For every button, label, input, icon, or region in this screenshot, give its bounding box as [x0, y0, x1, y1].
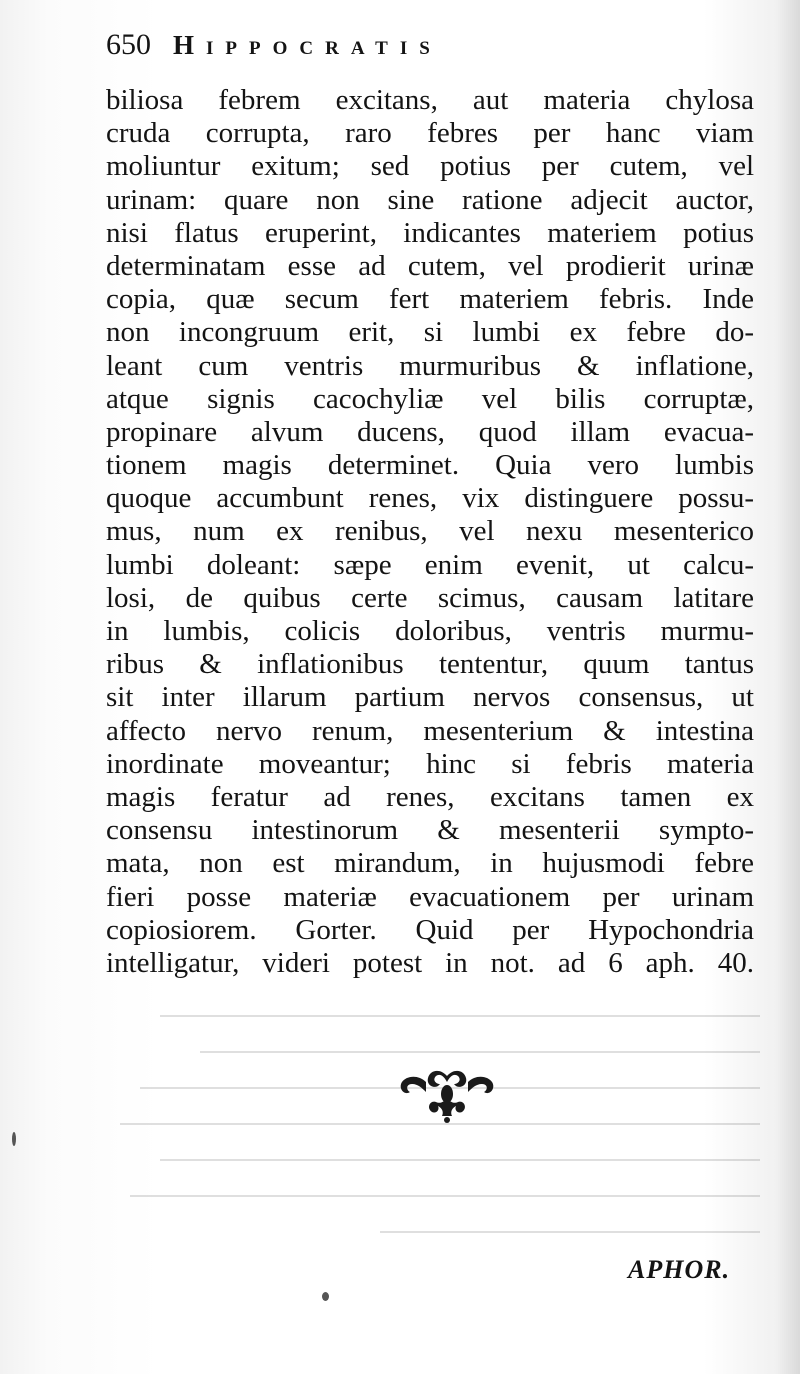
page-header	[106, 28, 606, 68]
text-line: propinare alvum ducens, quod illam evacua-	[106, 415, 754, 448]
text-line: intelligatur, videri potest in not. ad 6 aph. 40.	[106, 946, 754, 979]
text-line: fieri posse materiæ evacuationem per urinam	[106, 880, 754, 913]
text-line: cruda corrupta, raro febres per hanc viam	[106, 117, 754, 150]
text-line: lumbi doleant: sæpe enim evenit, ut calcu-	[106, 548, 754, 581]
text-line: biliosa febrem excitans, aut materia chylosa	[106, 84, 754, 116]
text-line: copia, quæ secum fert materiem febris. Inde	[106, 283, 754, 316]
text-line: losi, de quibus certe scimus, causam latitare	[106, 581, 754, 614]
text-line: ribus & inflationibus tententur, quum tantus	[106, 648, 754, 681]
text-line: nisi flatus eruperint, indicantes materiem potius	[106, 216, 754, 249]
body-text	[106, 84, 754, 980]
text-line: mus, num ex renibus, vel nexu mesenterico	[106, 515, 754, 548]
printers-ornament-icon	[392, 1068, 502, 1124]
text-line: in lumbis, colicis doloribus, ventris murmu-	[106, 615, 754, 647]
text-line: copiosiorem. Gorter. Quid per Hypochondria	[106, 913, 754, 946]
catchword: APHOR.	[628, 1255, 731, 1284]
text-line: determinatam esse ad cutem, vel prodierit urinæ	[106, 249, 754, 282]
text-line: consensu intestinorum & mesenterii sympto-	[106, 814, 754, 847]
ink-speck	[322, 1292, 329, 1301]
text-line: inordinate moveantur; hinc si febris materia	[106, 747, 754, 780]
text-line: leant cum ventris murmuribus & inflatione,	[106, 349, 754, 382]
text-line: urinam: quare non sine ratione adjecit auctor,	[106, 183, 754, 216]
text-line: magis feratur ad renes, excitans tamen ex	[106, 780, 754, 813]
ink-speck	[12, 1132, 16, 1146]
text-line: atque signis cacochyliæ vel bilis corruptæ,	[106, 382, 754, 415]
text-line: quoque accumbunt renes, vix distinguere possu-	[106, 482, 754, 515]
text-line: affecto nervo renum, mesenterium & intestina	[106, 714, 754, 747]
running-title: Hippocratis	[173, 30, 442, 60]
text-line: sit inter illarum partium nervos consensus, ut	[106, 681, 754, 714]
text-line: moliuntur exitum; sed potius per cutem, vel	[106, 150, 754, 183]
page-number: 650	[106, 28, 151, 61]
text-line: tionem magis determinet. Quia vero lumbis	[106, 449, 754, 482]
text-line: mata, non est mirandum, in hujusmodi febre	[106, 847, 754, 880]
text-line: non incongruum erit, si lumbi ex febre do-	[106, 316, 754, 349]
